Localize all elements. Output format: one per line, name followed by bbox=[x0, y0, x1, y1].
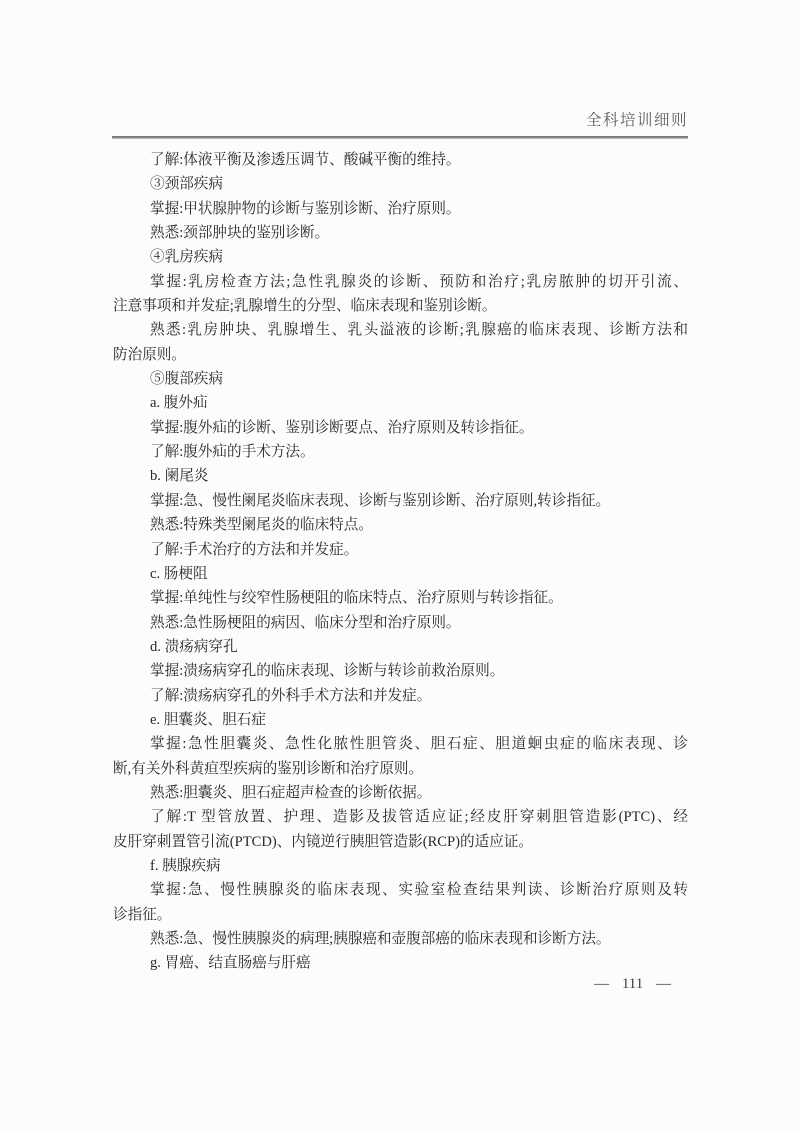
text-line: 了解:腹外疝的手术方法。 bbox=[150, 444, 315, 461]
text-line: e. 胆囊炎、胆石症 bbox=[150, 711, 266, 728]
text-line: 了解:体液平衡及渗透压调节、酸碱平衡的维持。 bbox=[150, 152, 461, 168]
text-line: 熟悉:急、慢性胰腺炎的病理;胰腺癌和壶腹部癌的临床表现和诊断方法。 bbox=[150, 931, 611, 947]
page-number: — 111 — bbox=[594, 976, 671, 992]
text-line: c. 肠梗阻 bbox=[150, 565, 208, 582]
text-line: 掌握:急性胆囊炎、急性化脓性胆管炎、胆石症、胆道蛔虫症的临床表现、诊 bbox=[150, 736, 688, 753]
text-line: 诊指征。 bbox=[113, 906, 172, 923]
text-line: 掌握:急、慢性胰腺炎的临床表现、实验室检查结果判读、诊断治疗原则及转 bbox=[150, 882, 688, 899]
header-rule bbox=[112, 136, 688, 139]
text-line: 熟悉:颈部肿块的鉴别诊断。 bbox=[150, 225, 330, 242]
text-line: 熟悉:特殊类型阑尾炎的临床特点。 bbox=[150, 517, 373, 534]
text-line: 熟悉:胆囊炎、胆石症超声检查的诊断依据。 bbox=[150, 784, 432, 801]
text-line: 掌握:腹外疝的诊断、鉴别诊断要点、治疗原则及转诊指征。 bbox=[150, 419, 534, 436]
text-line: ⑤腹部疾病 bbox=[150, 371, 223, 388]
text-line: 掌握:甲状腺肿物的诊断与鉴别诊断、治疗原则。 bbox=[150, 200, 461, 217]
text-line: 熟悉:急性肠梗阻的病因、临床分型和治疗原则。 bbox=[150, 614, 461, 631]
text-line: ③颈部疾病 bbox=[150, 176, 223, 193]
text-line: 了解:溃疡病穿孔的外科手术方法和并发症。 bbox=[150, 687, 432, 704]
text-line: 皮肝穿刺置管引流(PTCD)、内镜逆行胰胆管造影(RCP)的适应证。 bbox=[113, 833, 533, 850]
text-line: 掌握:乳房检查方法;急性乳腺炎的诊断、预防和治疗;乳房脓肿的切开引流、 bbox=[150, 273, 688, 290]
text-line: 掌握:单纯性与绞窄性肠梗阻的临床特点、治疗原则与转诊指征。 bbox=[150, 590, 563, 607]
text-line: f. 胰腺疾病 bbox=[150, 857, 221, 874]
text-line: 防治原则。 bbox=[113, 346, 186, 363]
text-line: 掌握:溃疡病穿孔的临床表现、诊断与转诊前救治原则。 bbox=[150, 663, 505, 680]
text-line: 了解:T 型管放置、护理、造影及拔管适应证;经皮肝穿刺胆管造影(PTC)、经 bbox=[150, 809, 688, 826]
running-head-title: 全科培训细则 bbox=[585, 112, 688, 129]
text-line: 了解:手术治疗的方法和并发症。 bbox=[150, 541, 359, 558]
text-line: g. 胃癌、结直肠癌与肝癌 bbox=[150, 955, 311, 972]
text-line: 注意事项和并发症;乳腺增生的分型、临床表现和鉴别诊断。 bbox=[113, 298, 497, 315]
text-line: 掌握:急、慢性阑尾炎临床表现、诊断与鉴别诊断、治疗原则,转诊指征。 bbox=[150, 492, 611, 509]
body-text bbox=[113, 148, 688, 976]
text-line: d. 溃疡病穿孔 bbox=[150, 638, 238, 655]
text-line: 熟悉:乳房肿块、乳腺增生、乳头溢液的诊断;乳腺癌的临床表现、诊断方法和 bbox=[150, 322, 688, 339]
text-line: ④乳房疾病 bbox=[150, 249, 223, 266]
text-line: 断,有关外科黄疸型疾病的鉴别诊断和治疗原则。 bbox=[113, 760, 424, 777]
text-line: a. 腹外疝 bbox=[150, 395, 208, 412]
text-line: b. 阑尾炎 bbox=[150, 468, 209, 485]
